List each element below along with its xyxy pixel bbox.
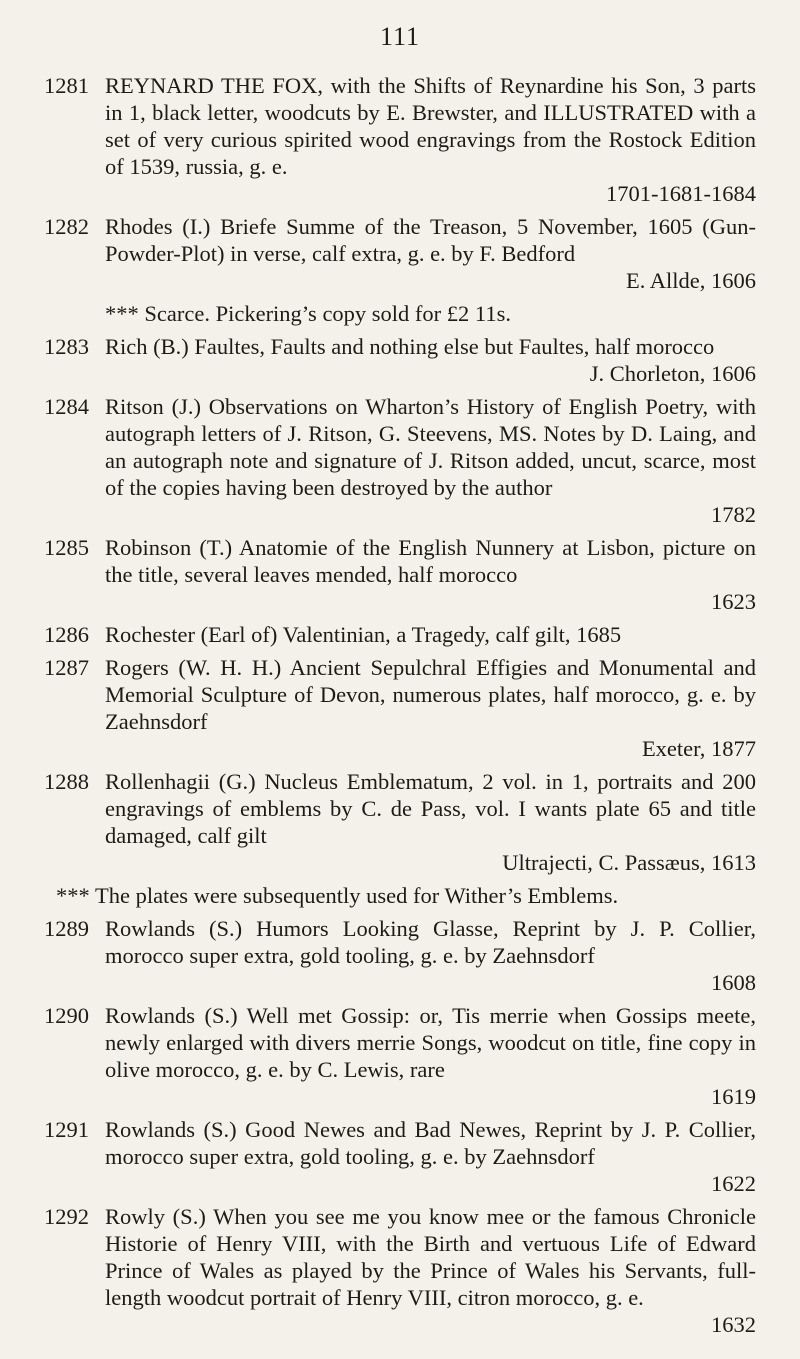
entry-description: Rhodes (I.) Briefe Summe of the Treason, 5 November, 1605 (Gun-Powder-Plot) in verse, calf extra, g. e. by F. Bedford <box>105 214 756 266</box>
entry-description: Robinson (T.) Anatomie of the English Nunnery at Lisbon, picture on the title, several leaves mended, half morocco <box>105 535 756 587</box>
entry-description: Rowly (S.) When you see me you know mee or the famous Chronicle Historie of Henry VIII, with the Birth and vertuous Life of Edward Prince of Wales as played by the Prince of Wales his Servants, full-length woodcut portrait of Henry VIII, citron morocco, g. e. <box>105 1204 756 1310</box>
catalogue-entry <box>0 213 800 294</box>
lot-number: 1284 <box>44 394 89 419</box>
lot-number: 1281 <box>44 73 89 98</box>
entry-description: Rochester (Earl of) Valentinian, a Tragedy, calf gilt, 1685 <box>105 622 622 647</box>
lot-number: 1292 <box>44 1204 89 1229</box>
entry-imprint: 1608 <box>711 970 756 995</box>
lot-number: 1285 <box>44 535 89 560</box>
catalogue-entry <box>0 1203 800 1338</box>
catalogue-entry <box>0 393 800 528</box>
catalogue-entries <box>0 72 800 1344</box>
entry-imprint: 1701-1681-1684 <box>606 181 756 206</box>
catalogue-entry <box>0 72 800 207</box>
entry-imprint: 1782 <box>711 502 756 527</box>
entry-description: REYNARD THE FOX, with the Shifts of Reynardine his Son, 3 parts in 1, black letter, woodcuts by E. Brewster, and ILLUSTRATED with a set of very curious spirited wood engravings from the Rostock Edition of 1539, russia, g. e. <box>105 73 756 179</box>
entry-description: Rowlands (S.) Good Newes and Bad Newes, Reprint by J. P. Collier, morocco super extra, gold tooling, g. e. by Zaehnsdorf <box>105 1117 756 1169</box>
lot-number: 1288 <box>44 769 89 794</box>
catalogue-entry <box>0 621 800 648</box>
lot-number: 1290 <box>44 1003 89 1028</box>
catalogue-entry <box>0 915 800 996</box>
entry-imprint: E. Allde, 1606 <box>626 268 756 293</box>
catalogue-entry <box>0 1002 800 1110</box>
catalogue-entry <box>0 654 800 762</box>
entry-description: Rich (B.) Faultes, Faults and nothing else but Faultes, half morocco <box>105 334 715 359</box>
page-number: 111 <box>379 22 421 51</box>
lot-number: 1289 <box>44 916 89 941</box>
entry-imprint: 1622 <box>711 1171 756 1196</box>
entry-description: Ritson (J.) Observations on Wharton’s History of English Poetry, with autograph letters of J. Ritson, G. Steevens, MS. Notes by D. Laing, and an autograph note and signature of J. Ritson added, uncut, scarce, most of the copies having been destroyed by the author <box>105 394 756 500</box>
entry-imprint: 1623 <box>711 589 756 614</box>
lot-number: 1291 <box>44 1117 89 1142</box>
entry-description: Rowlands (S.) Well met Gossip: or, Tis merrie when Gossips meete, newly enlarged with divers merrie Songs, woodcut on title, fine copy in olive morocco, g. e. by C. Lewis, rare <box>105 1003 756 1082</box>
lot-number: 1282 <box>44 214 89 239</box>
catalogue-entry <box>0 768 800 876</box>
entry-imprint: Ultrajecti, C. Passæus, 1613 <box>502 850 756 875</box>
entry-note: *** The plates were subsequently used for Wither’s Emblems. <box>56 883 619 908</box>
entry-description: Rowlands (S.) Humors Looking Glasse, Reprint by J. P. Collier, morocco super extra, gold tooling, g. e. by Zaehnsdorf <box>105 916 756 968</box>
entry-imprint: Exeter, 1877 <box>641 736 756 761</box>
entry-description: Rollenhagii (G.) Nucleus Emblematum, 2 vol. in 1, portraits and 200 engravings of emblems by C. de Pass, vol. I wants plate 65 and title damaged, calf gilt <box>105 769 756 848</box>
lot-number: 1286 <box>44 622 89 647</box>
lot-number: 1283 <box>44 334 89 359</box>
entry-imprint: 1619 <box>711 1084 756 1109</box>
entry-imprint: J. Chorleton, 1606 <box>589 361 756 386</box>
entry-note: *** Scarce. Pickering’s copy sold for £2 11s. <box>105 301 511 326</box>
catalogue-entry <box>0 1116 800 1197</box>
entry-description: Rogers (W. H. H.) Ancient Sepulchral Effigies and Monumental and Memorial Sculpture of Devon, numerous plates, half morocco, g. e. by Zaehnsdorf <box>105 655 756 734</box>
catalogue-entry <box>0 534 800 615</box>
lot-number: 1287 <box>44 655 89 680</box>
entry-imprint: 1632 <box>711 1312 756 1337</box>
catalogue-entry <box>0 333 800 387</box>
